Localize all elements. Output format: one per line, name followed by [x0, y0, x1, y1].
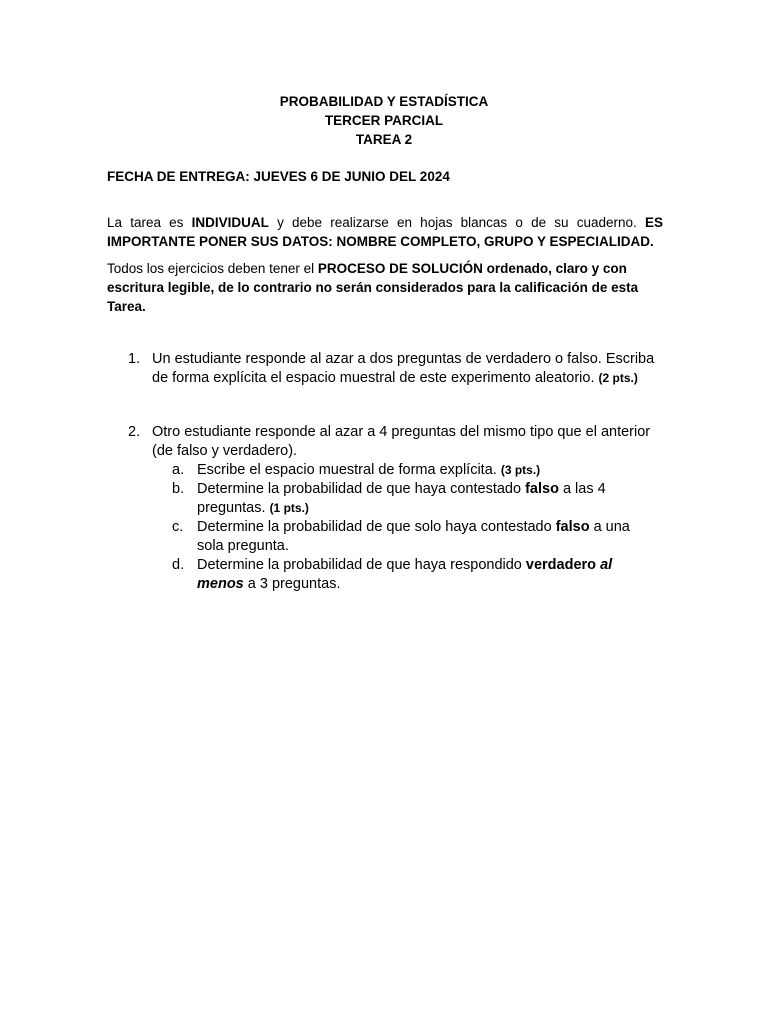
exam-title: TERCER PARCIAL — [324, 113, 444, 128]
subq-a-body: Escribe el espacio muestral de forma explícita. — [197, 462, 501, 478]
p1-bold-1: INDIVIDUAL — [191, 215, 269, 230]
subquestion-letter: c. — [172, 519, 184, 535]
instructions-paragraph-1 — [107, 213, 663, 251]
question-2-body: Otro estudiante responde al azar a 4 preguntas del mismo tipo que el anterior (de falso y verdadero). — [152, 424, 651, 459]
subquestion-letter: a. — [172, 462, 185, 478]
subq-d-text-2: a 3 preguntas. — [243, 576, 341, 592]
subquestion-d — [172, 556, 658, 594]
p1-bold-2: ES IMPORTANTE PONER SUS DATOS: NOMBRE COMPLETO, GRUPO Y ESPECIALIDAD. — [107, 215, 664, 249]
subq-b-text-2: a las 4 preguntas. — [197, 481, 606, 516]
document-header — [0, 92, 768, 149]
p2-bold-1: PROCESO DE SOLUCIÓN ordenado, claro y con escritura legible, de lo contrario no serán considerados para la calificación de esta Tarea. — [107, 261, 639, 314]
subquestion-text — [197, 461, 658, 480]
question-1-body: Un estudiante responde al azar a dos preguntas de verdadero o falso. Escriba de forma explícita el espacio muestral de este experimento aleatorio. — [152, 351, 655, 386]
instructions-paragraph-2 — [107, 259, 663, 316]
subq-c-text-1: Determine la probabilidad de que solo haya contestado — [197, 519, 556, 535]
question-text — [152, 350, 658, 388]
subquestion-b — [172, 480, 658, 518]
subquestion-letter: d. — [172, 557, 185, 573]
question-text — [152, 423, 658, 594]
due-date: FECHA DE ENTREGA: JUEVES 6 DE JUNIO DEL 2024 — [107, 169, 450, 184]
subq-d-bold: verdadero — [525, 557, 601, 573]
p2-text-1: Todos los ejercicios deben tener el — [107, 261, 318, 276]
subq-d-text-1: Determine la probabilidad de que haya respondido — [197, 557, 526, 573]
question-1 — [128, 350, 658, 388]
course-title: PROBABILIDAD Y ESTADÍSTICA — [279, 94, 489, 109]
subq-c-bold: falso — [555, 519, 590, 535]
subq-b-bold: falso — [525, 481, 559, 497]
subquestion-a — [172, 461, 658, 480]
p1-text-2: y debe realizarse en hojas blancas o de su cuaderno. — [268, 215, 645, 230]
subquestion-text — [197, 518, 658, 556]
p1-text-1: La tarea es — [107, 215, 192, 230]
subquestion-letter: b. — [172, 481, 185, 497]
subq-b-text-1: Determine la probabilidad de que haya contestado — [197, 481, 526, 497]
assignment-title: TAREA 2 — [355, 132, 413, 147]
subq-d-bold-italic: al menos — [197, 557, 613, 592]
subquestion-points: (1 pts.) — [269, 501, 309, 515]
subq-c-text-2: a una sola pregunta. — [197, 519, 630, 554]
subquestion-text — [197, 556, 658, 594]
subquestion-points: (3 pts.) — [500, 463, 541, 477]
question-number: 1. — [128, 351, 141, 367]
question-number: 2. — [128, 424, 141, 440]
question-2 — [128, 423, 658, 594]
subquestion-c — [172, 518, 658, 556]
subquestion-text — [197, 480, 658, 518]
question-points: (2 pts.) — [598, 371, 638, 385]
